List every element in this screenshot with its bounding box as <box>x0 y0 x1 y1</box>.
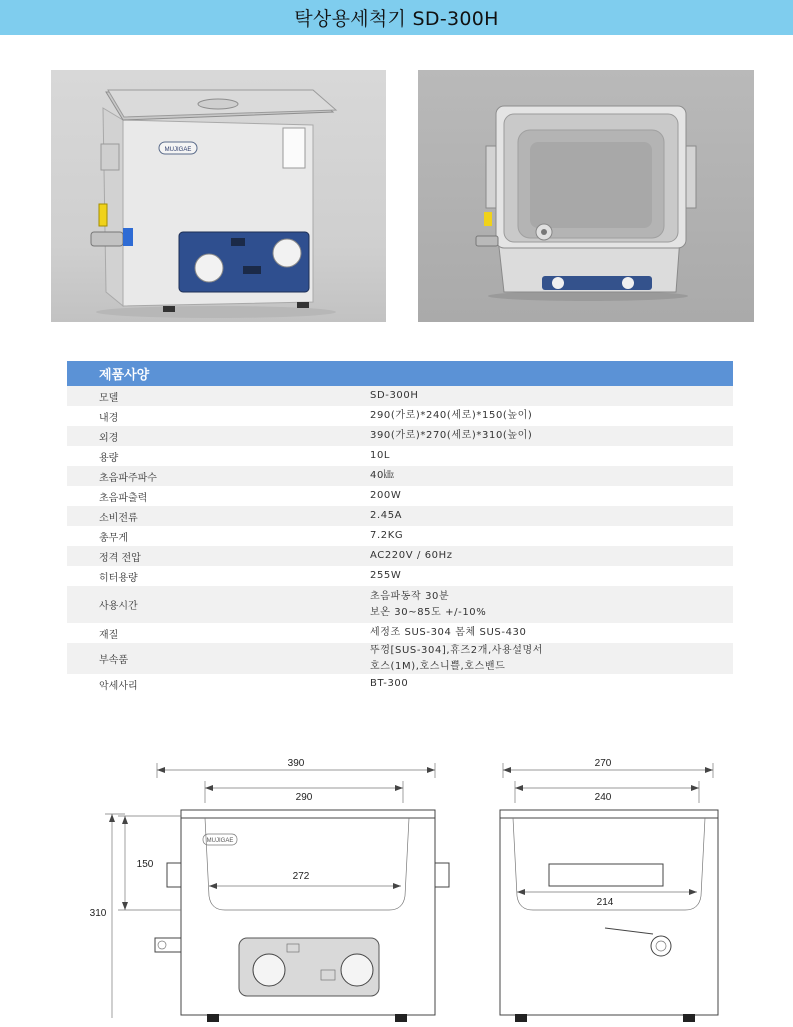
spec-value <box>370 625 733 641</box>
spec-value-line: 2.45A <box>370 510 403 521</box>
spec-value-line: 세정조 SUS-304 몸체 SUS-430 <box>370 627 527 638</box>
spec-value-line: 호스(1M),호스니쁠,호스밴드 <box>370 660 506 672</box>
spec-value <box>370 589 733 621</box>
spec-label: 내경 <box>99 412 119 424</box>
spec-row <box>67 506 733 526</box>
spec-value-line: 290(가로)*240(세로)*150(높이) <box>370 410 533 421</box>
dim-outer-depth: 270 <box>594 758 612 769</box>
spec-value-line: AC220V / 60Hz <box>370 550 453 561</box>
dim-side-window: 214 <box>596 897 614 908</box>
spec-label: 외경 <box>99 432 119 444</box>
spec-label: 소비전류 <box>99 512 138 524</box>
spec-value-line: 10L <box>370 450 391 461</box>
spec-value-line: 390(가로)*270(세로)*310(높이) <box>370 430 533 441</box>
spec-value-line: SD-300H <box>370 390 419 401</box>
spec-row <box>67 566 733 586</box>
spec-value <box>370 388 733 404</box>
spec-value <box>370 468 733 484</box>
spec-row <box>67 586 733 623</box>
spec-value-line: 초음파동작 30분 <box>370 590 450 602</box>
spec-value-line: 255W <box>370 570 402 581</box>
spec-label: 총무게 <box>99 532 128 544</box>
spec-value-line: 보온 30~85도 +/-10% <box>370 606 487 618</box>
front-view-drawing <box>85 748 455 1023</box>
spec-value <box>370 408 733 424</box>
drawing-brand-logo: MUJIGAE <box>206 838 234 844</box>
spec-value <box>370 548 733 564</box>
spec-row <box>67 486 733 506</box>
spec-value <box>370 643 733 675</box>
spec-table-header: 제품사양 <box>67 361 733 386</box>
dim-inner-width: 290 <box>295 792 313 803</box>
spec-row <box>67 526 733 546</box>
spec-row <box>67 386 733 406</box>
spec-label: 재질 <box>99 629 119 641</box>
brand-logo: MUJIGAE <box>164 147 192 153</box>
spec-label: 초음파주파수 <box>99 472 157 484</box>
spec-label: 히터용량 <box>99 572 138 584</box>
spec-row <box>67 643 733 674</box>
spec-label: 초음파출력 <box>99 492 148 504</box>
spec-value-line: 200W <box>370 490 402 501</box>
dim-outer-height: 310 <box>89 908 107 919</box>
spec-label: 부속품 <box>99 655 128 666</box>
spec-value <box>370 448 733 464</box>
spec-label: 사용시간 <box>99 601 138 612</box>
spec-label: 용량 <box>99 452 119 464</box>
dim-inner-height: 150 <box>136 859 154 870</box>
spec-value <box>370 568 733 584</box>
spec-value <box>370 676 733 692</box>
spec-table-body <box>67 386 733 694</box>
spec-label: 악세사리 <box>99 680 138 692</box>
spec-label: 정격 전압 <box>99 552 141 564</box>
spec-value <box>370 508 733 524</box>
side-view-drawing <box>487 748 727 1023</box>
spec-row <box>67 623 733 643</box>
spec-value <box>370 428 733 444</box>
page-title: 탁상용세척기 SD-300H <box>294 8 499 30</box>
spec-value-line: 7.2KG <box>370 530 404 541</box>
product-photo-open <box>418 70 754 322</box>
title-bar <box>0 0 793 35</box>
spec-row <box>67 426 733 446</box>
spec-value <box>370 528 733 544</box>
product-photo-closed <box>51 70 386 322</box>
spec-row <box>67 406 733 426</box>
spec-value <box>370 488 733 504</box>
spec-row <box>67 546 733 566</box>
dim-inner-depth: 240 <box>594 792 612 803</box>
spec-row <box>67 674 733 694</box>
spec-label: 모델 <box>99 392 119 404</box>
spec-value-line: 40㎑ <box>370 470 395 481</box>
dim-window-width: 272 <box>292 871 310 882</box>
spec-value-line: 뚜껑[SUS-304],휴즈2개,사용설명서 <box>370 644 544 656</box>
spec-table <box>67 361 733 694</box>
dim-outer-width: 390 <box>287 758 305 769</box>
spec-row <box>67 446 733 466</box>
spec-row <box>67 466 733 486</box>
spec-value-line: BT-300 <box>370 678 409 689</box>
